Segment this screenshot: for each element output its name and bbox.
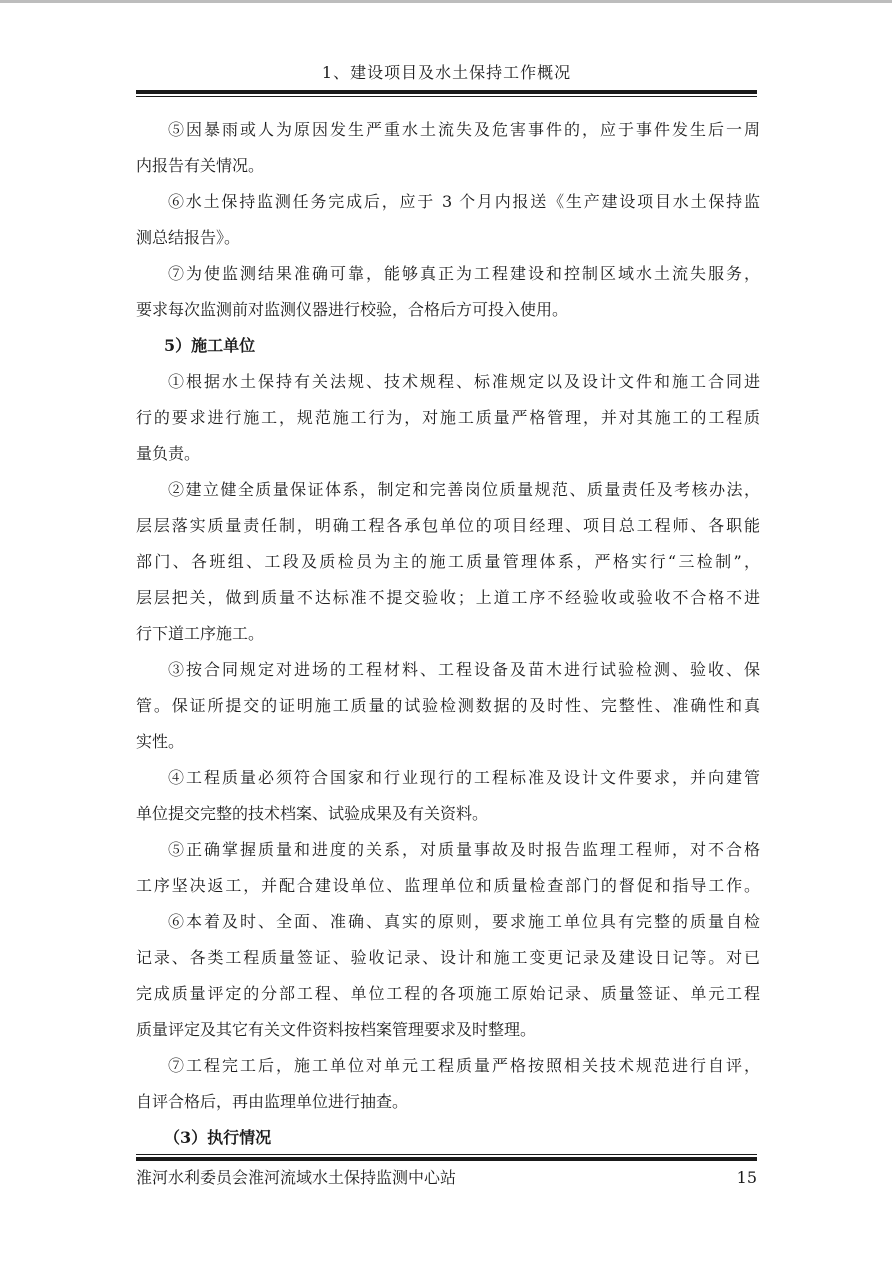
text-line: ②建立健全质量保证体系，制定和完善岗位质量规范、质量责任及考核办法， bbox=[168, 480, 760, 499]
header-rule bbox=[136, 90, 757, 97]
section-heading: （3）执行情况 bbox=[164, 1128, 272, 1147]
text-line: ⑦工程完工后，施工单位对单元工程质量严格按照相关技术规范进行自评， bbox=[168, 1056, 760, 1075]
text-line: ④工程质量必须符合国家和行业现行的工程标准及设计文件要求，并向建管 bbox=[168, 768, 760, 787]
text-line: ⑤正确掌握质量和进度的关系，对质量事故及时报告监理工程师，对不合格 bbox=[168, 840, 760, 859]
section-heading: 5）施工单位 bbox=[164, 336, 256, 355]
text-line: ①根据水土保持有关法规、技术规程、标准规定以及设计文件和施工合同进 bbox=[168, 372, 760, 391]
footer-organization: 淮河水利委员会淮河流域水土保持监测中心站 bbox=[136, 1168, 457, 1187]
text-line: 完成质量评定的分部工程、单位工程的各项施工原始记录、质量签证、单元工程 bbox=[136, 984, 760, 1003]
text-line: 自评合格后，再由监理单位进行抽查。 bbox=[136, 1092, 409, 1111]
text-line: 测总结报告》。 bbox=[136, 228, 241, 247]
text-line: 管。保证所提交的证明施工质量的试验检测数据的及时性、完整性、准确性和真 bbox=[136, 696, 760, 715]
text-line: 量负责。 bbox=[136, 444, 201, 463]
body-text bbox=[136, 112, 760, 1156]
text-line: ⑦为使监测结果准确可靠，能够真正为工程建设和控制区域水土流失服务， bbox=[168, 264, 760, 283]
text-line: ⑥本着及时、全面、准确、真实的原则，要求施工单位具有完整的质量自检 bbox=[168, 912, 760, 931]
text-line: 单位提交完整的技术档案、试验成果及有关资料。 bbox=[136, 804, 489, 823]
text-line: 质量评定及其它有关文件资料按档案管理要求及时整理。 bbox=[136, 1020, 537, 1039]
text-line: ③按合同规定对进场的工程材料、工程设备及苗木进行试验检测、验收、保 bbox=[168, 660, 760, 679]
page-number: 15 bbox=[736, 1168, 757, 1187]
footer-rule bbox=[136, 1154, 757, 1161]
page-top-border bbox=[0, 0, 892, 3]
text-line: 行的要求进行施工，规范施工行为，对施工质量严格管理，并对其施工的工程质 bbox=[136, 408, 760, 427]
running-header: 1、建设项目及水土保持工作概况 bbox=[321, 63, 572, 82]
text-line: 内报告有关情况。 bbox=[136, 156, 265, 175]
text-line: 要求每次监测前对监测仪器进行校验，合格后方可投入使用。 bbox=[136, 300, 569, 319]
text-line: 层层落实质量责任制，明确工程各承包单位的项目经理、项目总工程师、各职能 bbox=[136, 516, 760, 535]
text-line: ⑤因暴雨或人为原因发生严重水土流失及危害事件的，应于事件发生后一周 bbox=[168, 120, 760, 139]
text-line: 行下道工序施工。 bbox=[136, 624, 265, 643]
text-line: 部门、各班组、工段及质检员为主的施工质量管理体系，严格实行“三检制”， bbox=[136, 552, 760, 571]
text-line: 实性。 bbox=[136, 732, 185, 751]
text-line: 工序坚决返工，并配合建设单位、监理单位和质量检查部门的督促和指导工作。 bbox=[136, 876, 760, 895]
text-line: ⑥水土保持监测任务完成后，应于 3 个月内报送《生产建设项目水土保持监 bbox=[168, 192, 760, 211]
text-line: 记录、各类工程质量签证、验收记录、设计和施工变更记录及建设日记等。对已 bbox=[136, 948, 760, 967]
text-line: 层层把关，做到质量不达标准不提交验收；上道工序不经验收或验收不合格不进 bbox=[136, 588, 760, 607]
